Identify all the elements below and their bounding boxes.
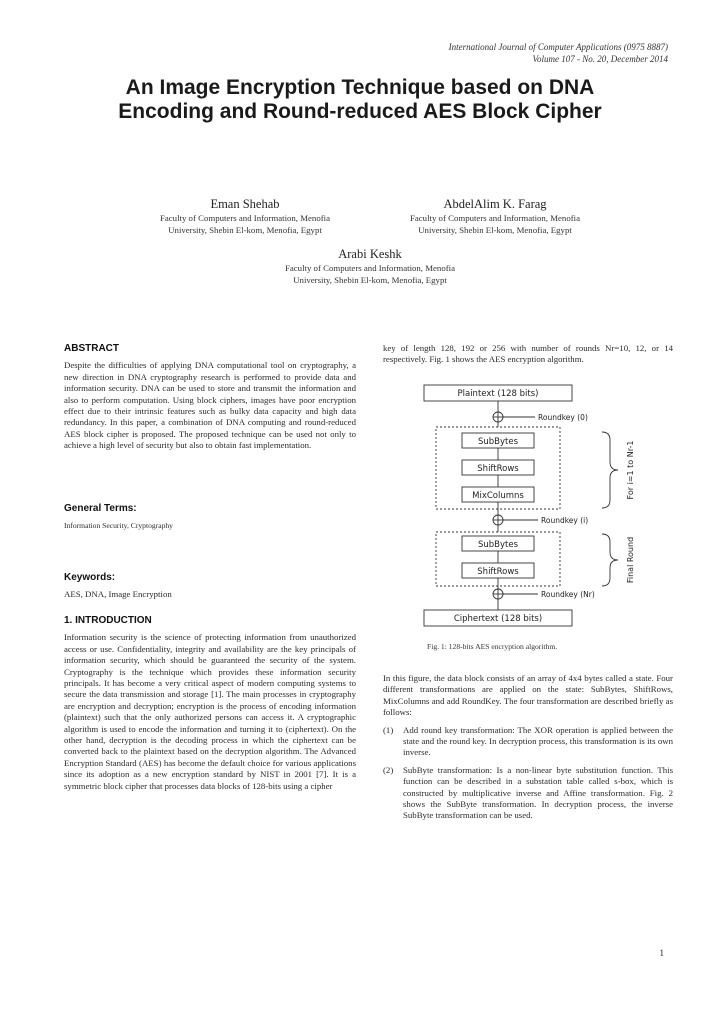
general-terms (64, 503, 356, 532)
intro-text: Information security is the science of protecting information from unauthorized access or use. Confidentiality, integrity and availability are the key principals of information security, which should be guaranteed the security of the system. Cryptography is the technique which provides these information security principals. It has become a very critical aspect of modern computing systems to secure the data transmission and storage [1]. The main processes in cryptography are encryption and decryption; encryption is the process of encoding information (plaintext) such that the only authorized persons can access it. A cryptographic algorithm is used to encode the information and turning it to (ciphertext). On the other hand, decryption is the decoding process in which the ciphertext can be converted back to the plaintext based on the decryption algorithm. The Advanced Encryption Standard (AES) has become the default choice for various applications since its adoption as a new encryption standard by NIST in 2001 [7]. It is a symmetric block cipher that processes data blocks of 128-bits using a cipher (64, 632, 356, 791)
title-line-1: An Image Encryption Technique based on DNA (125, 76, 595, 99)
aes-flow-diagram (390, 380, 670, 636)
list-text: SubByte transformation: Is a non-linear byte substitution function. This function can be described in a substation table called s-box, which is constructed by multiplicative inverse and Affine transformation. Fig. 2 shows the SubByte transformation. In decryption process, the inverse SubByte transformation can be used. (403, 764, 673, 821)
author-2 (380, 196, 610, 236)
intro-heading: 1. INTRODUCTION (64, 615, 152, 626)
author-name: AbdelAlim K. Farag (443, 197, 547, 211)
author-affiliation: University, Shebin El-kom, Menofia, Egypt (168, 225, 322, 235)
page-number: 1 (659, 948, 664, 958)
left-column (64, 343, 356, 452)
subbytes-label: SubBytes (477, 437, 519, 447)
shiftrows-label: ShiftRows (477, 464, 519, 474)
author-affiliation: University, Shebin El-kom, Menofia, Egypt (418, 225, 572, 235)
author-3 (250, 246, 490, 286)
author-affiliation: Faculty of Computers and Information, Menofia (159, 213, 331, 223)
journal-volume: Volume 107 - No. 20, December 2014 (532, 54, 668, 64)
list-item (383, 725, 673, 759)
journal-header (268, 41, 668, 65)
loop-brace (602, 432, 618, 508)
right-column-text (383, 673, 673, 822)
paper-title (60, 76, 660, 124)
right-top-text: key of length 128, 192 or 256 with number of rounds Nr=10, 12, or 14 respectively. Fig. 1 shows the AES encryption algorithm. (383, 343, 673, 365)
figure-caption: Fig. 1: 128-bits AES encryption algorithm. (427, 642, 558, 651)
abstract-heading: ABSTRACT (64, 343, 119, 354)
author-affiliation: Faculty of Computers and Information, Menofia (409, 213, 581, 223)
introduction (64, 615, 356, 792)
keywords-heading: Keywords: (64, 572, 116, 583)
list-text: Add round key transformation: The XOR operation is applied between the state and the round key. In decryption process, this transformation is its own inverse. (403, 724, 673, 758)
list-item (383, 765, 673, 822)
author-1 (130, 196, 360, 236)
author-name: Eman Shehab (210, 197, 280, 211)
list-number: (1) (383, 724, 394, 735)
subbytes-final-label: SubBytes (477, 540, 519, 550)
author-affiliation: University, Shebin El-kom, Menofia, Egypt (293, 275, 447, 285)
roundkey-i-label: Roundkey (i) (541, 516, 589, 525)
keywords-text: AES, DNA, Image Encryption (64, 589, 172, 600)
abstract-text: Despite the difficulties of applying DNA computational tool on cryptography, a new direction in DNA cryptography research is performed to provide data and information security. DNA can be used to store and transmit the information and also to perform computation. Using block ciphers, images have poor encryption effect due to their intrinsic features such as bulky data capacity and high data redundancy. In this paper, a combination of DNA computing and round-reduced AES block cipher is proposed. The proposed technique can be used not only to achieve a high level of security but also to obtain fast implementation. (64, 360, 356, 451)
for-loop-label: For i=1 to Nr-1 (626, 440, 635, 500)
list-number: (2) (383, 764, 394, 775)
roundkey-nr-label: Roundkey (Nr) (541, 590, 595, 599)
ciphertext-label: Ciphertext (128 bits) (453, 614, 543, 624)
author-affiliation: Faculty of Computers and Information, Menofia (284, 263, 456, 273)
mixcolumns-label: MixColumns (472, 491, 524, 501)
plaintext-label: Plaintext (128 bits) (457, 389, 539, 399)
title-line-2: Encoding and Round-reduced AES Block Cipher (118, 100, 602, 123)
shiftrows-final-label: ShiftRows (477, 567, 519, 577)
final-round-label: Final Round (626, 536, 635, 584)
journal-name: International Journal of Computer Applications (0975 8887) (448, 42, 668, 52)
roundkey0-label: Roundkey (0) (538, 413, 588, 422)
final-brace (602, 534, 618, 586)
keywords (64, 572, 356, 601)
author-name: Arabi Keshk (338, 247, 402, 261)
general-terms-text: Information Security, Cryptography (64, 521, 173, 531)
right-paragraph: In this figure, the data block consists of an array of 4x4 bytes called a state. Four different transformations are applied on the state: SubBytes, ShiftRows, MixColumns and add RoundKey. The four transformation are described briefly as follows: (383, 673, 673, 718)
general-terms-heading: General Terms: (64, 503, 137, 514)
